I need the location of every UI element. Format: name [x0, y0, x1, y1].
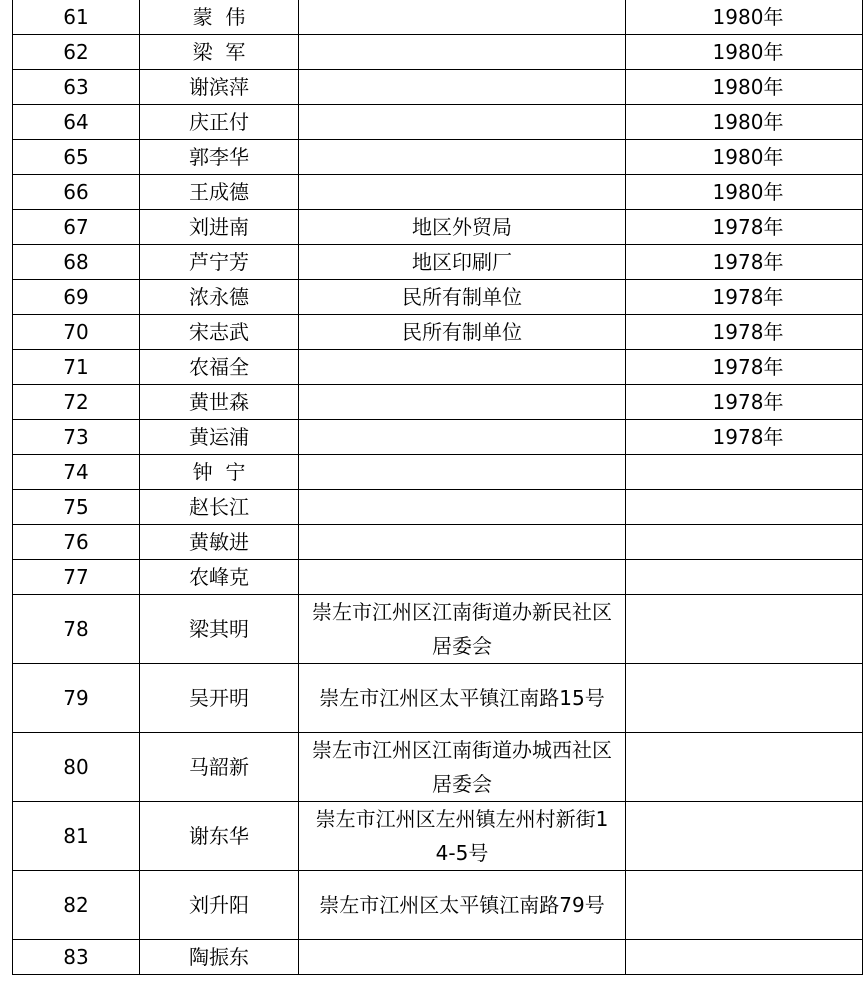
table-row: [13, 35, 863, 70]
year-cell: [626, 35, 863, 70]
row-number: 80: [13, 733, 140, 802]
table-row: [13, 664, 863, 733]
work-unit: [299, 350, 626, 385]
work-unit-text: 民所有制单位: [402, 285, 522, 309]
row-number: 78: [13, 595, 140, 664]
row-number: 66: [13, 175, 140, 210]
person-name: 赵长江: [140, 490, 299, 525]
year-cell: [626, 385, 863, 420]
row-number: 70: [13, 315, 140, 350]
row-number: 73: [13, 420, 140, 455]
work-unit-text: 地区印刷厂: [412, 250, 512, 274]
table-row: [13, 560, 863, 595]
year-cell: [626, 455, 863, 490]
work-unit-text: 崇左市江州区江南街道办新民社区居委会: [312, 600, 612, 658]
work-unit: [299, 595, 626, 664]
year-text: 1980年: [712, 145, 784, 169]
year-cell: [626, 280, 863, 315]
row-number: 62: [13, 35, 140, 70]
work-unit: [299, 420, 626, 455]
row-number: 82: [13, 871, 140, 940]
year-cell: [626, 940, 863, 975]
work-unit: [299, 70, 626, 105]
person-name: 刘进南: [140, 210, 299, 245]
year-text: 1980年: [712, 110, 784, 134]
table-row: [13, 175, 863, 210]
row-number: 83: [13, 940, 140, 975]
person-name: 庆正付: [140, 105, 299, 140]
row-number: 74: [13, 455, 140, 490]
year-text: 1980年: [712, 5, 784, 29]
year-cell: [626, 105, 863, 140]
person-name: 马韶新: [140, 733, 299, 802]
year-cell: [626, 350, 863, 385]
work-unit: [299, 35, 626, 70]
table-row: [13, 525, 863, 560]
year-text: 1980年: [712, 180, 784, 204]
table-row: [13, 315, 863, 350]
work-unit: [299, 664, 626, 733]
table-row: [13, 350, 863, 385]
row-number: 81: [13, 802, 140, 871]
work-unit: [299, 385, 626, 420]
work-unit: [299, 871, 626, 940]
work-unit: [299, 245, 626, 280]
year-cell: [626, 140, 863, 175]
work-unit: [299, 560, 626, 595]
year-text: 1978年: [712, 425, 784, 449]
table-row: [13, 385, 863, 420]
person-name: 谢滨萍: [140, 70, 299, 105]
row-number: 69: [13, 280, 140, 315]
row-number: 64: [13, 105, 140, 140]
work-unit: [299, 105, 626, 140]
person-name: 浓永德: [140, 280, 299, 315]
year-cell: [626, 595, 863, 664]
year-cell: [626, 733, 863, 802]
work-unit: [299, 175, 626, 210]
year-cell: [626, 490, 863, 525]
row-number: 65: [13, 140, 140, 175]
year-cell: [626, 175, 863, 210]
table-row: [13, 210, 863, 245]
year-text: 1978年: [712, 355, 784, 379]
row-number: 68: [13, 245, 140, 280]
work-unit-text: 民所有制单位: [402, 320, 522, 344]
year-cell: [626, 802, 863, 871]
work-unit: [299, 802, 626, 871]
row-number: 67: [13, 210, 140, 245]
person-name: 芦宁芳: [140, 245, 299, 280]
year-cell: [626, 245, 863, 280]
person-name: 蒙 伟: [140, 0, 299, 35]
person-name: 郭李华: [140, 140, 299, 175]
work-unit: [299, 280, 626, 315]
year-cell: [626, 871, 863, 940]
table-row: [13, 245, 863, 280]
work-unit-text: 地区外贸局: [412, 215, 512, 239]
work-unit-text: 崇左市江州区太平镇江南路15号: [319, 686, 605, 710]
table-row: [13, 455, 863, 490]
year-cell: [626, 70, 863, 105]
work-unit: [299, 940, 626, 975]
table-row: [13, 420, 863, 455]
table-row: [13, 490, 863, 525]
work-unit-text: 崇左市江州区左州镇左州村新街14-5号: [315, 807, 609, 865]
row-number: 77: [13, 560, 140, 595]
table-row: [13, 940, 863, 975]
work-unit: [299, 315, 626, 350]
person-name: 梁其明: [140, 595, 299, 664]
person-name: 陶振东: [140, 940, 299, 975]
year-text: 1978年: [712, 285, 784, 309]
year-cell: [626, 525, 863, 560]
row-number: 61: [13, 0, 140, 35]
work-unit: [299, 0, 626, 35]
table-row: [13, 105, 863, 140]
record-table: [12, 0, 863, 975]
year-text: 1978年: [712, 320, 784, 344]
work-unit-text: 崇左市江州区江南街道办城西社区居委会: [312, 738, 612, 796]
table-row: [13, 0, 863, 35]
work-unit: [299, 140, 626, 175]
table-row: [13, 733, 863, 802]
row-number: 79: [13, 664, 140, 733]
work-unit: [299, 733, 626, 802]
row-number: 76: [13, 525, 140, 560]
row-number: 72: [13, 385, 140, 420]
year-text: 1980年: [712, 75, 784, 99]
person-name: 吴开明: [140, 664, 299, 733]
person-name: 宋志武: [140, 315, 299, 350]
year-text: 1978年: [712, 390, 784, 414]
person-name: 黄敏进: [140, 525, 299, 560]
table-row: [13, 140, 863, 175]
row-number: 75: [13, 490, 140, 525]
year-cell: [626, 315, 863, 350]
person-name: 王成德: [140, 175, 299, 210]
year-cell: [626, 560, 863, 595]
person-name: 谢东华: [140, 802, 299, 871]
person-name: 黄世森: [140, 385, 299, 420]
table-row: [13, 70, 863, 105]
work-unit: [299, 525, 626, 560]
person-name: 梁 军: [140, 35, 299, 70]
year-cell: [626, 0, 863, 35]
year-text: 1978年: [712, 215, 784, 239]
year-text: 1978年: [712, 250, 784, 274]
person-name: 钟 宁: [140, 455, 299, 490]
work-unit-text: 崇左市江州区太平镇江南路79号: [319, 893, 605, 917]
work-unit: [299, 455, 626, 490]
table-row: [13, 802, 863, 871]
work-unit: [299, 490, 626, 525]
row-number: 63: [13, 70, 140, 105]
table-row: [13, 280, 863, 315]
year-cell: [626, 210, 863, 245]
person-name: 农福全: [140, 350, 299, 385]
year-cell: [626, 420, 863, 455]
work-unit: [299, 210, 626, 245]
person-name: 刘升阳: [140, 871, 299, 940]
person-name: 黄运浦: [140, 420, 299, 455]
person-name: 农峰克: [140, 560, 299, 595]
table-row: [13, 871, 863, 940]
year-text: 1980年: [712, 40, 784, 64]
year-cell: [626, 664, 863, 733]
table-row: [13, 595, 863, 664]
row-number: 71: [13, 350, 140, 385]
